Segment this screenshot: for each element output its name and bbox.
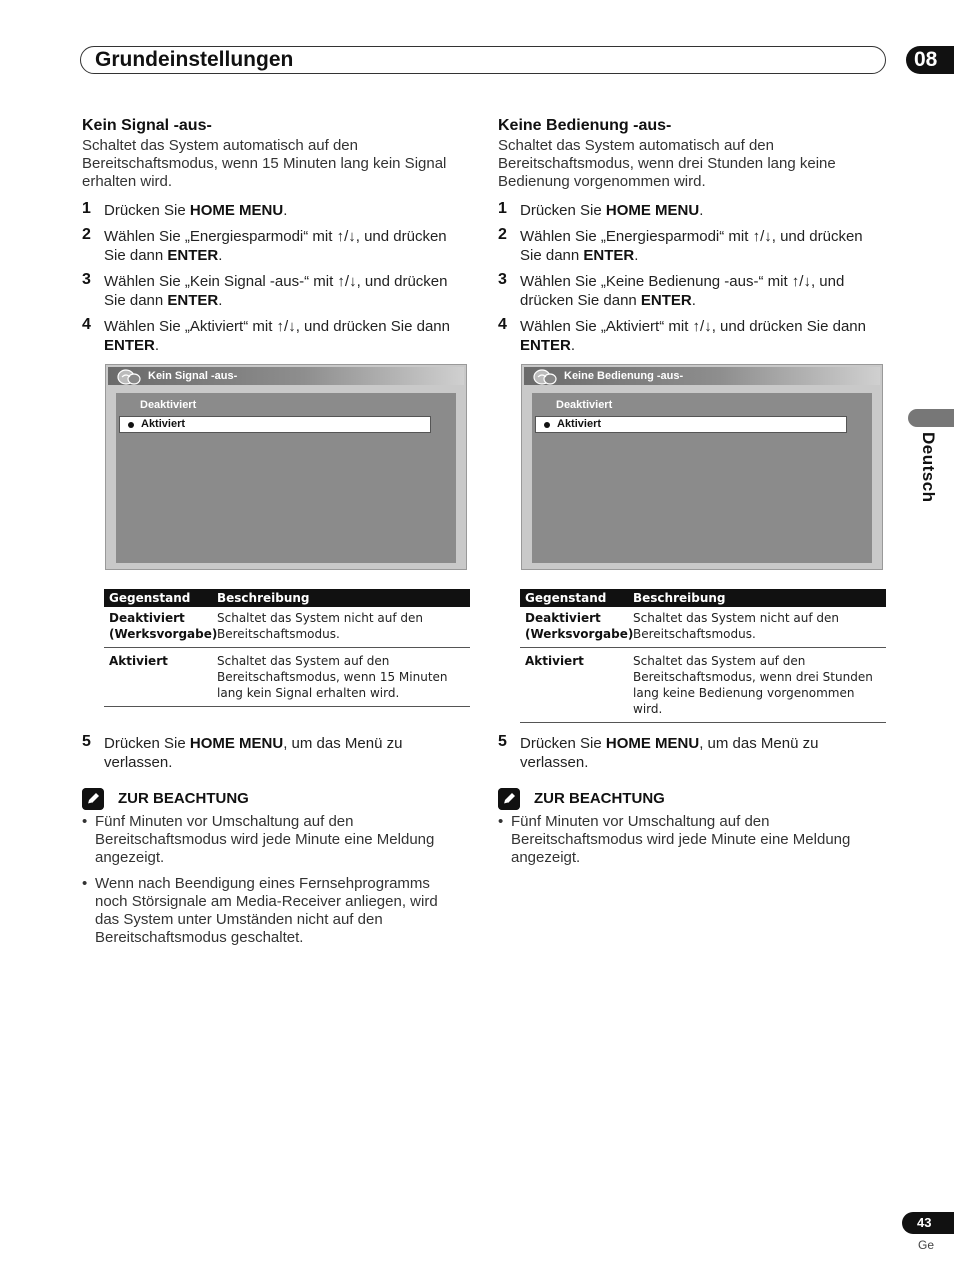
selected-dot-icon xyxy=(544,422,550,428)
table-cell-description: Schaltet das System nicht auf den Bereitschaftsmodus. xyxy=(217,611,423,641)
table-cell-item: Aktiviert xyxy=(525,654,584,668)
step-item xyxy=(82,317,472,355)
menu-option-deaktiviert[interactable]: Deaktiviert xyxy=(140,399,197,411)
key-name: HOME MENU xyxy=(189,202,284,219)
menu-option-deaktiviert[interactable]: Deaktiviert xyxy=(556,399,613,411)
table-header-row xyxy=(520,589,886,607)
step-text: Drücken Sie xyxy=(520,735,606,752)
key-name: ENTER xyxy=(167,292,219,309)
step-number: 5 xyxy=(498,733,507,750)
section-heading: Keine Bedienung -aus- xyxy=(498,117,672,134)
step-text: Wählen Sie „Energiesparmodi“ mit ↑/↓, und drücken Sie dann xyxy=(104,228,447,264)
note-title: ZUR BEACHTUNG xyxy=(534,790,665,807)
screen-menu-panel xyxy=(532,393,872,563)
step-text-end: , um das Menü zu verlassen. xyxy=(520,735,819,771)
step-number: 1 xyxy=(82,200,91,217)
step-item xyxy=(498,272,888,310)
table-row xyxy=(520,648,886,723)
step-number: 2 xyxy=(498,226,507,243)
table-cell-item: Deaktiviert (Werksvorgabe) xyxy=(525,611,634,641)
section-heading: Kein Signal -aus- xyxy=(82,117,212,134)
section-intro: Schaltet das System automatisch auf den Bereitschaftsmodus, wenn 15 Minuten lang kein Signal erhalten wird. xyxy=(82,137,447,190)
step-text-end: . xyxy=(218,292,223,309)
table-header-item: Gegenstand xyxy=(525,591,607,605)
table-cell-description: Schaltet das System nicht auf den Bereitschaftsmodus. xyxy=(633,611,839,641)
table-header-description: Beschreibung xyxy=(633,591,726,605)
menu-option-label: Aktiviert xyxy=(557,418,602,430)
menu-screen-mockup xyxy=(105,364,467,570)
section-kein-signal xyxy=(82,115,472,362)
note-header xyxy=(82,788,382,810)
note-title: ZUR BEACHTUNG xyxy=(118,790,249,807)
step-number: 4 xyxy=(498,316,507,333)
menu-option-aktiviert-selected[interactable] xyxy=(535,416,847,433)
note-item: • Fünf Minuten vor Umschaltung auf den Bereitschaftsmodus wird jede Minute eine Meldung angezeigt. xyxy=(82,813,462,867)
step-item-final xyxy=(498,734,868,772)
step-list xyxy=(498,201,888,355)
step-number: 3 xyxy=(498,271,507,288)
step-list xyxy=(82,201,472,355)
pencil-note-icon xyxy=(82,788,104,810)
step-text-end: . xyxy=(699,202,704,219)
step-number: 5 xyxy=(82,733,91,750)
step-item-final xyxy=(82,734,452,772)
key-name: HOME MENU xyxy=(605,202,700,219)
table-cell-item: Aktiviert xyxy=(109,654,168,668)
step-text: Drücken Sie xyxy=(104,202,190,219)
table-row xyxy=(520,607,886,648)
step-number: 1 xyxy=(498,200,507,217)
settings-table xyxy=(104,589,470,707)
step-text-end: . xyxy=(634,247,639,264)
step-text: Wählen Sie „Aktiviert“ mit ↑/↓, und drücken Sie dann xyxy=(520,318,866,335)
settings-table xyxy=(520,589,886,723)
section-intro: Schaltet das System automatisch auf den Bereitschaftsmodus, wenn drei Stunden lang keine Bedienung vorgenommen wird. xyxy=(498,137,836,190)
table-cell-description: Schaltet das System auf den Bereitschaftsmodus, wenn 15 Minuten lang kein Signal erhalten wird. xyxy=(217,654,448,700)
section-keine-bedienung xyxy=(498,115,888,362)
language-code: Ge xyxy=(918,1238,935,1252)
chapter-title: Grundeinstellungen xyxy=(95,48,294,71)
step-number: 3 xyxy=(82,271,91,288)
step-item xyxy=(82,201,472,220)
note-item: • Wenn nach Beendigung eines Fernsehprogramms noch Störsignale am Media-Receiver anliegen, wird das System unter Umständen nicht auf den Bereitschaftsmodus geschaltet. xyxy=(82,875,462,947)
step-text: Wählen Sie „Energiesparmodi“ mit ↑/↓, und drücken Sie dann xyxy=(520,228,863,264)
step-number: 2 xyxy=(82,226,91,243)
menu-screen-mockup xyxy=(521,364,883,570)
screen-title-bar xyxy=(108,367,464,385)
table-row xyxy=(104,607,470,648)
step-text: Wählen Sie „Keine Bedienung -aus-“ mit ↑/↓, und drücken Sie dann xyxy=(520,273,845,309)
key-name: ENTER xyxy=(104,337,155,354)
step-text: Drücken Sie xyxy=(520,202,606,219)
note-list xyxy=(498,813,878,875)
note-item: • Fünf Minuten vor Umschaltung auf den Bereitschaftsmodus wird jede Minute eine Meldung angezeigt. xyxy=(498,813,878,867)
screen-title: Keine Bedienung -aus- xyxy=(564,370,684,382)
menu-option-aktiviert-selected[interactable] xyxy=(119,416,431,433)
language-tab-label: Deutsch xyxy=(919,432,938,503)
step-text-end: . xyxy=(691,292,696,309)
screen-menu-panel xyxy=(116,393,456,563)
note-list xyxy=(82,813,462,955)
step-number: 4 xyxy=(82,316,91,333)
key-name: HOME MENU xyxy=(605,735,700,752)
screen-title: Kein Signal -aus- xyxy=(148,370,238,382)
step-item xyxy=(82,227,472,265)
chapter-number-badge: 08 xyxy=(906,46,954,74)
step-text-end: , um das Menü zu verlassen. xyxy=(104,735,403,771)
key-name: HOME MENU xyxy=(189,735,284,752)
key-name: ENTER xyxy=(640,292,692,309)
remote-control-icon xyxy=(532,368,558,386)
step-item xyxy=(82,272,472,310)
page-number-badge: 43 xyxy=(902,1212,954,1234)
note-header xyxy=(498,788,798,810)
step-text-end: . xyxy=(154,337,160,354)
table-row xyxy=(104,648,470,707)
step-item xyxy=(498,227,888,265)
step-text-end: . xyxy=(283,202,288,219)
table-header-row xyxy=(104,589,470,607)
table-header-description: Beschreibung xyxy=(217,591,310,605)
selected-dot-icon xyxy=(128,422,134,428)
pencil-note-icon xyxy=(498,788,520,810)
key-name: ENTER xyxy=(167,247,219,264)
key-name: ENTER xyxy=(520,337,571,354)
step-text-end: . xyxy=(570,337,576,354)
step-text-end: . xyxy=(218,247,223,264)
table-header-item: Gegenstand xyxy=(109,591,191,605)
screen-title-bar xyxy=(524,367,880,385)
step-item xyxy=(498,201,888,220)
step-item xyxy=(498,317,888,355)
table-cell-item: Deaktiviert (Werksvorgabe) xyxy=(109,611,218,641)
step-text: Wählen Sie „Aktiviert“ mit ↑/↓, und drücken Sie dann xyxy=(104,318,450,335)
step-text: Drücken Sie xyxy=(104,735,190,752)
menu-option-label: Aktiviert xyxy=(141,418,186,430)
remote-control-icon xyxy=(116,368,142,386)
chapter-header-bar xyxy=(80,46,886,74)
language-tab-marker xyxy=(908,409,954,427)
key-name: ENTER xyxy=(583,247,635,264)
step-text: Wählen Sie „Kein Signal -aus-“ mit ↑/↓, und drücken Sie dann xyxy=(104,273,448,309)
table-cell-description: Schaltet das System auf den Bereitschaftsmodus, wenn drei Stunden lang keine Bedienung vorgenommen wird. xyxy=(633,654,873,716)
